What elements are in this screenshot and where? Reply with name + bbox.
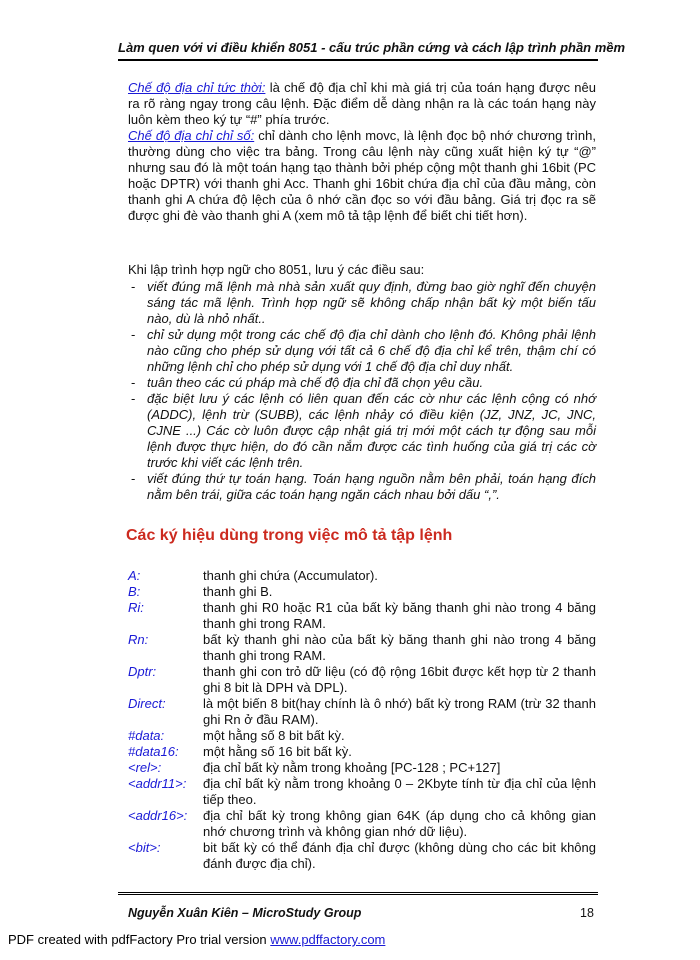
footer-author: Nguyễn Xuân Kiên – MicroStudy Group [128, 906, 362, 920]
definition-description: bất kỳ thanh ghi nào của bất kỳ băng thanh ghi nào trong 4 băng thanh ghi trong RAM. [203, 632, 596, 663]
definition-list [128, 568, 596, 872]
note-text: viết đúng mã lệnh mà nhà sản xuất quy định, đừng bao giờ nghĩ đến chuyện sáng tác mã lệnh. Trình hợp ngữ sẽ không chấp nhận bất kỳ một biến tấu nào, dù là nhỏ nhất.. [147, 279, 596, 326]
pdf-creator-note [8, 932, 385, 947]
definition-symbol: <addr16>: [128, 808, 188, 823]
definition-description: bit bất kỳ có thể đánh địa chỉ được (không dùng cho các bit không đánh được địa chỉ). [203, 840, 596, 871]
definition-row [128, 808, 596, 840]
notes-list [128, 279, 596, 503]
definition-description: thanh ghi R0 hoặc R1 của bất kỳ băng thanh ghi nào trong 4 băng thanh ghi trong RAM. [203, 600, 596, 631]
pdffactory-link[interactable]: www.pdffactory.com [270, 932, 386, 947]
definition-row [128, 568, 596, 584]
definition-description: địa chỉ bất kỳ nằm trong khoảng 0 – 2Kbyte tính từ địa chỉ của lệnh tiếp theo. [203, 776, 596, 807]
bullet-dash: - [131, 279, 136, 294]
section-title: Các ký hiệu dùng trong việc mô tả tập lệnh [126, 527, 453, 544]
pdf-note-text: PDF created with pdfFactory Pro trial version [8, 932, 271, 947]
definition-symbol: <addr11>: [128, 776, 187, 791]
definition-description: thanh ghi chứa (Accumulator). [203, 568, 378, 583]
definition-description: thanh ghi B. [203, 584, 273, 599]
definition-symbol: Ri: [128, 600, 144, 615]
definition-row [128, 584, 596, 600]
definition-row [128, 600, 596, 632]
term-indexed-mode: Chế độ địa chỉ chỉ số: [128, 128, 255, 143]
definition-description: một hằng số 8 bit bất kỳ. [203, 728, 345, 743]
list-item [128, 327, 596, 375]
page-content [128, 80, 596, 872]
note-text: chỉ sử dụng một trong các chế độ địa chỉ dành cho lệnh đó. Không phải lệnh nào cũng cho phép sử dụng với tất cả 6 chế độ địa chỉ kể trên, thậm chí có những lệnh chỉ cho phép sử dụng với 1 chế độ địa chỉ duy nhất. [147, 327, 596, 374]
list-item [128, 471, 596, 503]
definition-row [128, 744, 596, 760]
bullet-dash: - [131, 375, 136, 390]
term-immediate-mode: Chế độ địa chỉ tức thời: [128, 80, 266, 95]
definition-row [128, 760, 596, 776]
definition-symbol: B: [128, 584, 141, 599]
bullet-dash: - [131, 391, 136, 406]
note-text: đặc biệt lưu ý các lệnh có liên quan đến các cờ như các lệnh cộng có nhớ (ADDC), lệnh trừ (SUBB), các lệnh nhảy có điều kiện (JZ, JNZ, JC, JNC, CJNE ...) Các cờ luôn được cập nhật giá trị mới một cách tự động sau mỗi lệnh được thực hiện, do đó cần nắm được các tình huống của giá trị các cờ trước khi viết các lệnh trên. [147, 391, 596, 470]
definition-symbol: Rn: [128, 632, 149, 647]
definition-description: địa chỉ bất kỳ trong không gian 64K (áp dụng cho cả không gian nhớ chương trình và không gian nhớ dữ liệu). [203, 808, 596, 839]
page-header: Làm quen với vi điều khiển 8051 - cấu trúc phần cứng và cách lập trình phần mềm [118, 40, 626, 55]
definition-symbol: #data16: [128, 744, 179, 759]
intro-text: Khi lập trình hợp ngữ cho 8051, lưu ý các điều sau: [128, 262, 425, 277]
definition-symbol: <bit>: [128, 840, 161, 855]
definition-symbol: Dptr: [128, 664, 157, 679]
definition-row [128, 632, 596, 664]
definition-row [128, 664, 596, 696]
note-text: viết đúng thứ tự toán hạng. Toán hạng nguồn nằm bên phải, toán hạng đích nằm bên trái, giữa các toán hạng ngăn cách nhau bởi dấu “,”. [147, 471, 596, 502]
definition-symbol: A: [128, 568, 141, 583]
paragraph-indexed-mode [128, 128, 596, 224]
definition-row [128, 776, 596, 808]
definition-row [128, 728, 596, 744]
bullet-dash: - [131, 327, 136, 342]
definition-description: thanh ghi con trỏ dữ liệu (có độ rộng 16bit được kết hợp từ 2 thanh ghi 8 bit là DPH và DPL). [203, 664, 596, 695]
paragraph-text: là chế độ địa chỉ khi mà giá trị của toán hạng được nêu ra rõ ràng ngay trong câu lệnh. Đặc điểm dễ dàng nhận ra là các toán hạng này luôn kèm theo ký tự “#” phía trước. [128, 80, 596, 127]
page-number: 18 [580, 906, 594, 920]
definition-symbol: Direct: [128, 696, 166, 711]
definition-row [128, 696, 596, 728]
definition-symbol: #data: [128, 728, 165, 743]
definition-symbol: <rel>: [128, 760, 162, 775]
definition-description: địa chỉ bất kỳ nằm trong khoảng [PC-128 ; PC+127] [203, 760, 501, 775]
list-item [128, 279, 596, 327]
definition-description: là một biến 8 bit(hay chính là ô nhớ) bất kỳ trong RAM (trừ 32 thanh ghi Rn ở đầu RAM). [203, 696, 596, 727]
paragraph-immediate-mode [128, 80, 596, 128]
list-item [128, 375, 596, 391]
paragraph-text: chỉ dành cho lệnh movc, là lệnh đọc bộ nhớ chương trình, thường dùng cho việc tra bảng. Trong câu lệnh này cũng xuất hiện ký tự “@” nhưng sau đó là một toán hạng tạo thành bởi phép cộng một thanh ghi 16bit (PC hoặc DPTR) với thanh ghi Acc. Thanh ghi 16bit chứa địa chỉ của đầu mảng, còn thanh ghi A chứa độ lệch của ô nhớ cần đọc so với đầu bảng. Giá trị đọc ra sẽ được ghi đè vào thanh ghi A (xem mô tả tập lệnh để biết chi tiết hơn). [128, 128, 597, 223]
definition-row [128, 840, 596, 872]
header-rule [118, 59, 598, 61]
list-item [128, 391, 596, 471]
note-text: tuân theo các cú pháp mà chế độ địa chỉ đã chọn yêu cầu. [147, 375, 484, 390]
definition-description: một hằng số 16 bit bất kỳ. [203, 744, 352, 759]
bullet-dash: - [131, 471, 136, 486]
footer-rule [118, 892, 598, 895]
